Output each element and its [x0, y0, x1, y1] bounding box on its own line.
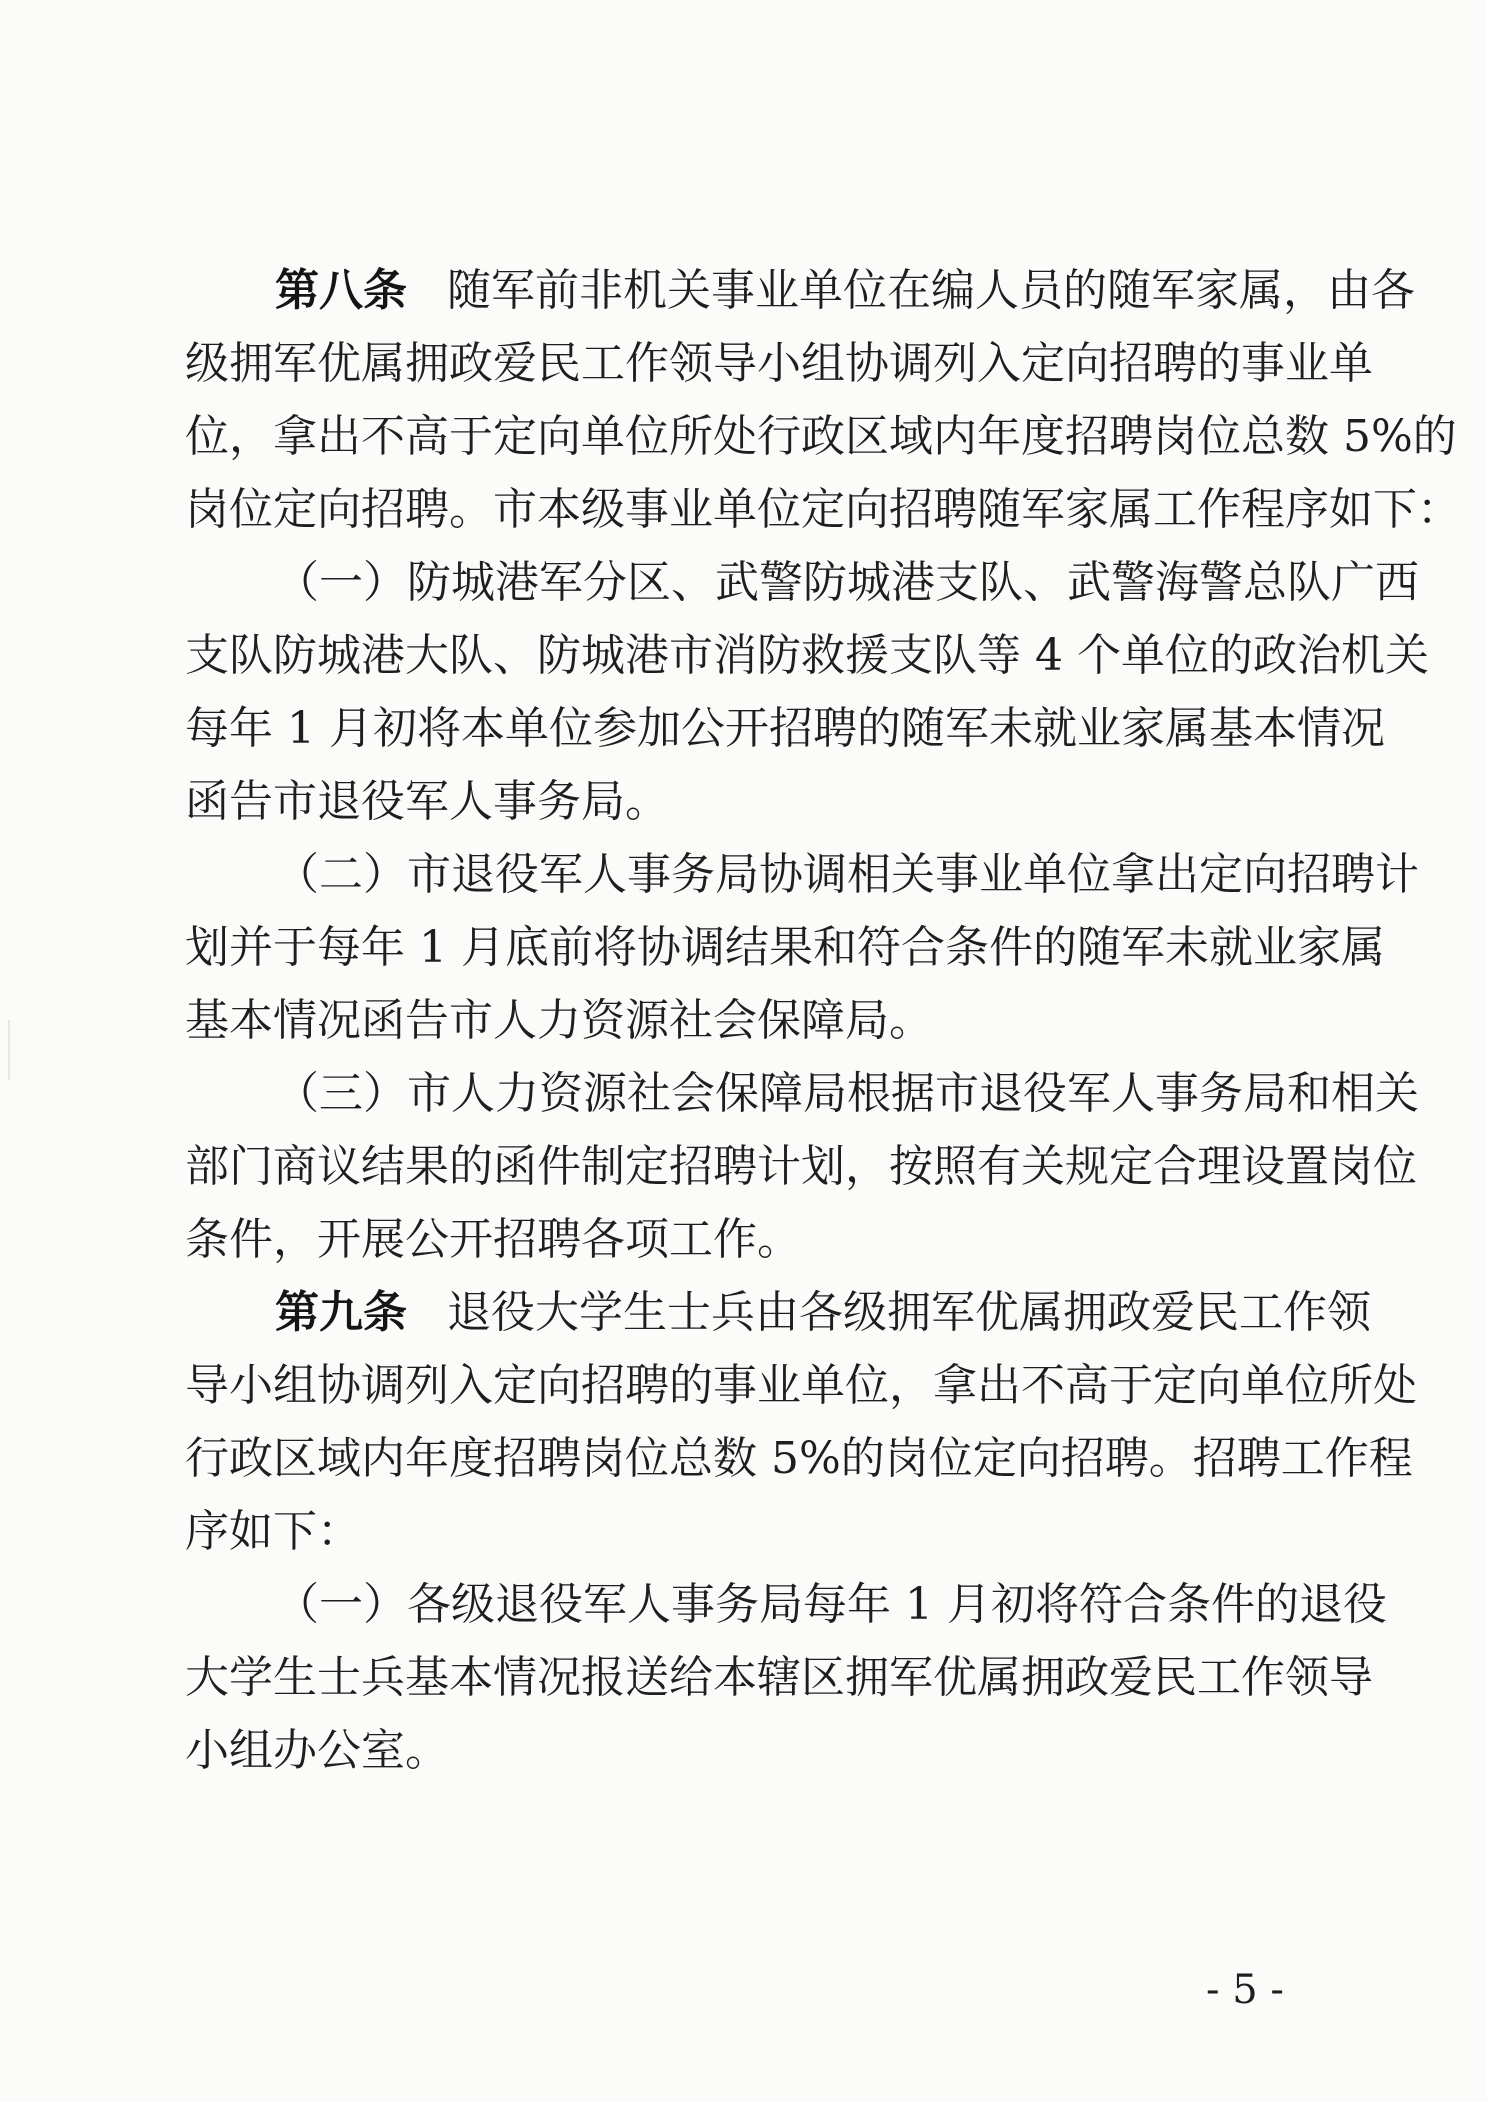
article-8-item-1-line-2: 支队防城港大队、防城港市消防救援支队等 4 个单位的政治机关: [185, 630, 1429, 681]
article-9-line-2: 导小组协调列入定向招聘的事业单位，拿出不高于定向单位所处: [185, 1360, 1417, 1411]
article-9-heading: 第九条: [275, 1287, 407, 1338]
article-8-item-2-line-2: 划并于每年 1 月底前将协调结果和符合条件的随军未就业家属: [185, 922, 1385, 973]
article-8-item-1-line-3: 每年 1 月初将本单位参加公开招聘的随军未就业家属基本情况: [185, 703, 1385, 754]
article-8-heading: 第八条: [275, 265, 407, 316]
page-number: - 5 -: [1206, 1967, 1284, 2013]
article-8-item-1-line-4: 函告市退役军人事务局。: [185, 776, 669, 827]
article-8-item-2-line-1: （二）市退役军人事务局协调相关事业单位拿出定向招聘计: [275, 849, 1419, 900]
article-8-item-1-line-1: （一）防城港军分区、武警防城港支队、武警海警总队广西: [275, 557, 1419, 608]
article-9-item-1-line-2: 大学生士兵基本情况报送给本辖区拥军优属拥政爱民工作领导: [185, 1652, 1373, 1703]
article-9-item-1-line-1: （一）各级退役军人事务局每年 1 月初将符合条件的退役: [275, 1579, 1387, 1630]
article-9-line-3: 行政区域内年度招聘岗位总数 5%的岗位定向招聘。招聘工作程: [185, 1433, 1413, 1484]
article-8-line-2: 级拥军优属拥政爱民工作领导小组协调列入定向招聘的事业单: [185, 338, 1373, 389]
article-8-line-3: 位，拿出不高于定向单位所处行政区域内年度招聘岗位总数 5%的: [185, 411, 1457, 462]
article-9-item-1-line-3: 小组办公室。: [185, 1725, 449, 1776]
article-8-text: 随军前非机关事业单位在编人员的随军家属，由各: [447, 265, 1415, 316]
article-8-item-3-line-3: 条件，开展公开招聘各项工作。: [185, 1214, 801, 1265]
article-9-line-1: [275, 1277, 1371, 1349]
article-8-item-3-line-2: 部门商议结果的函件制定招聘计划，按照有关规定合理设置岗位: [185, 1141, 1417, 1192]
article-9-text: 退役大学生士兵由各级拥军优属拥政爱民工作领: [447, 1287, 1371, 1338]
scan-artifact: [8, 1020, 10, 1080]
article-8-line-4: 岗位定向招聘。市本级事业单位定向招聘随军家属工作程序如下：: [185, 484, 1461, 535]
article-8-item-2-line-3: 基本情况函告市人力资源社会保障局。: [185, 995, 933, 1046]
article-8-line-1: [275, 255, 1415, 327]
article-9-line-4: 序如下：: [185, 1506, 361, 1557]
article-8-item-3-line-1: （三）市人力资源社会保障局根据市退役军人事务局和相关: [275, 1068, 1419, 1119]
